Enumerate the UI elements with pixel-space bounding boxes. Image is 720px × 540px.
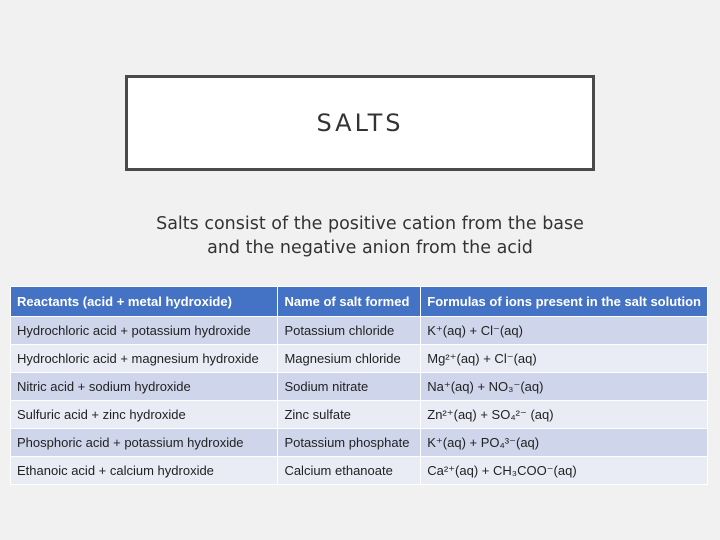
header-ion-formulas: Formulas of ions present in the salt solution — [421, 287, 708, 317]
table-row — [11, 457, 708, 485]
header-reactants: Reactants (acid + metal hydroxide) — [11, 287, 278, 317]
table-row — [11, 345, 708, 373]
cell-reactants: Hydrochloric acid + magnesium hydroxide — [11, 345, 278, 373]
cell-salt-name: Zinc sulfate — [278, 401, 421, 429]
cell-salt-name: Calcium ethanoate — [278, 457, 421, 485]
cell-ion-formulas: K⁺(aq) + PO₄³⁻(aq) — [421, 429, 708, 457]
title-box — [125, 75, 595, 171]
cell-reactants: Ethanoic acid + calcium hydroxide — [11, 457, 278, 485]
cell-ion-formulas: K⁺(aq) + Cl⁻(aq) — [421, 317, 708, 345]
table-header-row — [11, 287, 708, 317]
cell-salt-name: Sodium nitrate — [278, 373, 421, 401]
cell-ion-formulas: Zn²⁺(aq) + SO₄²⁻ (aq) — [421, 401, 708, 429]
cell-ion-formulas: Ca²⁺(aq) + CH₃COO⁻(aq) — [421, 457, 708, 485]
cell-ion-formulas: Mg²⁺(aq) + Cl⁻(aq) — [421, 345, 708, 373]
cell-reactants: Hydrochloric acid + potassium hydroxide — [11, 317, 278, 345]
subtitle-line-2: and the negative anion from the acid — [207, 238, 533, 258]
cell-salt-name: Potassium phosphate — [278, 429, 421, 457]
salts-table — [10, 286, 708, 485]
cell-salt-name: Potassium chloride — [278, 317, 421, 345]
cell-reactants: Sulfuric acid + zinc hydroxide — [11, 401, 278, 429]
cell-salt-name: Magnesium chloride — [278, 345, 421, 373]
table-row — [11, 401, 708, 429]
header-salt-name: Name of salt formed — [278, 287, 421, 317]
subtitle-line-1: Salts consist of the positive cation from the base — [156, 214, 584, 234]
cell-reactants: Nitric acid + sodium hydroxide — [11, 373, 278, 401]
table-row — [11, 373, 708, 401]
cell-reactants: Phosphoric acid + potassium hydroxide — [11, 429, 278, 457]
slide-title: SALTS — [316, 109, 404, 137]
table-row — [11, 429, 708, 457]
cell-ion-formulas: Na⁺(aq) + NO₃⁻(aq) — [421, 373, 708, 401]
slide-subtitle — [0, 212, 720, 260]
table-row — [11, 317, 708, 345]
